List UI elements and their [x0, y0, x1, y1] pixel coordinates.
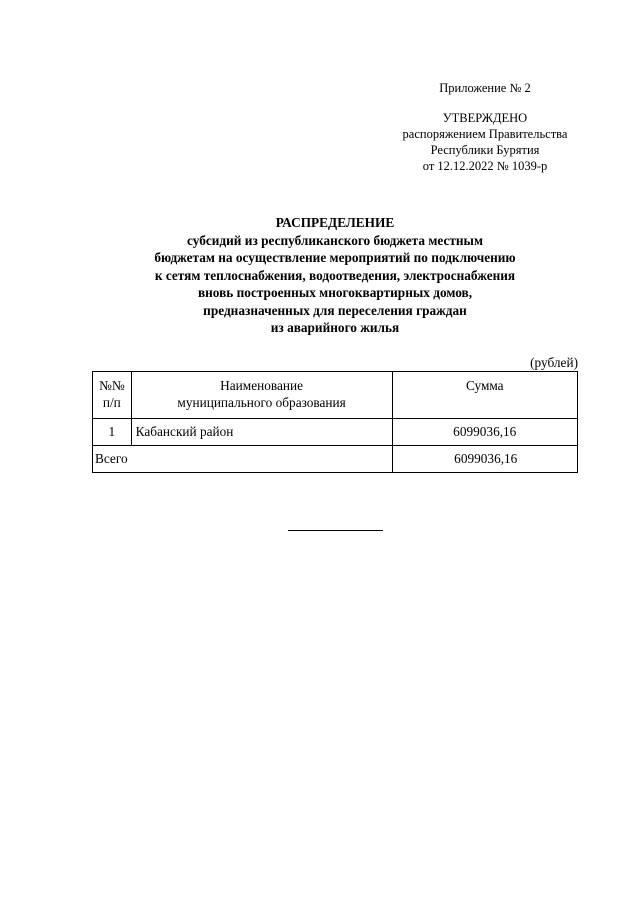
distribution-table: [92, 371, 578, 473]
order-date-label: от 12.12.2022 № 1039-р: [422, 159, 548, 173]
row-num-cell: [93, 419, 132, 446]
header-sum-cell: [392, 372, 577, 419]
title-line: вновь построенных многоквартирных домов,: [197, 285, 473, 300]
title-line: субсидий из республиканского бюджета местным: [187, 232, 483, 248]
total-sum-cell: [392, 446, 577, 473]
total-label: Всего: [95, 451, 128, 466]
title-line: из аварийного жилья: [270, 320, 400, 335]
approval-header: [380, 80, 590, 174]
row-num: 1: [108, 424, 116, 439]
approved-label: УТВЕРЖДЕНО: [442, 111, 528, 125]
table-header-row: [93, 372, 578, 419]
table-total-row: [93, 446, 578, 473]
header-name-line1: Наименование: [220, 378, 304, 393]
document-title: [110, 214, 560, 337]
units-label: (рублей): [530, 355, 578, 370]
row-name-cell: [131, 419, 392, 446]
header-num-cell: [93, 372, 132, 419]
total-sum: 6099036,16: [454, 451, 518, 466]
approved-by-label: распоряжением Правительства: [402, 127, 568, 141]
title-line: к сетям теплоснабжения, водоотведения, электроснабжения: [154, 267, 516, 283]
appendix-label: Приложение № 2: [439, 81, 531, 95]
republic-label: Республики Бурятия: [430, 143, 540, 157]
table-row: [93, 419, 578, 446]
separator-line: [288, 530, 383, 531]
row-name: Кабанский район: [135, 424, 234, 439]
header-num-line2: п/п: [102, 395, 121, 410]
title-main: РАСПРЕДЕЛЕНИЕ: [275, 215, 395, 230]
row-sum-cell: [392, 419, 577, 446]
row-sum: 6099036,16: [453, 424, 517, 439]
total-label-cell: [93, 446, 393, 473]
title-line: бюджетам на осуществление мероприятий по подключению: [154, 250, 516, 265]
title-line: предназначенных для переселения граждан: [203, 302, 467, 318]
header-num-line1: №№: [99, 378, 125, 393]
header-name-line2: муниципального образования: [177, 395, 346, 410]
header-name-cell: [131, 372, 392, 419]
header-sum: Сумма: [465, 378, 504, 393]
